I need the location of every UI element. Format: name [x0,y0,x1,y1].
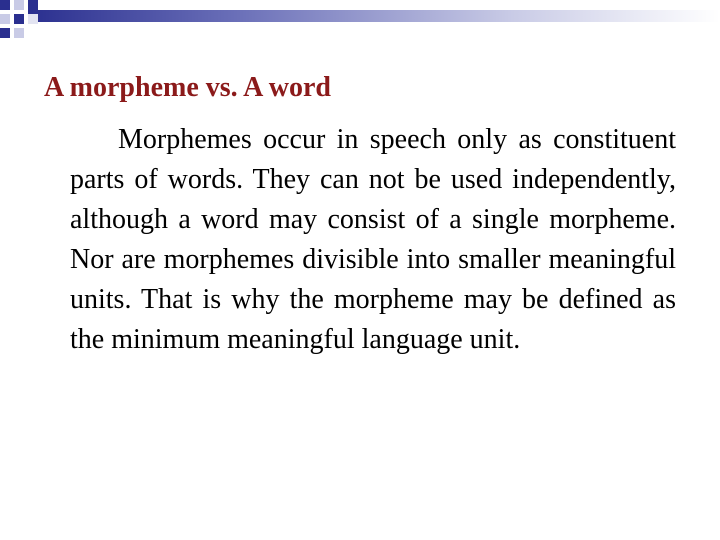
decorative-squares-icon [0,0,60,45]
body-paragraph: Morphemes occur in speech only as constituent parts of words. They can not be used independently, although a word may consist of a single morpheme. Nor are morphemes divisible into smaller meaningful units. That is why the morpheme may be defined as the minimum meaningful language unit. [70,124,676,355]
slide-body-text [70,120,676,360]
header-gradient-bar [28,10,720,22]
slide-title: A morpheme vs. A word [44,72,331,103]
